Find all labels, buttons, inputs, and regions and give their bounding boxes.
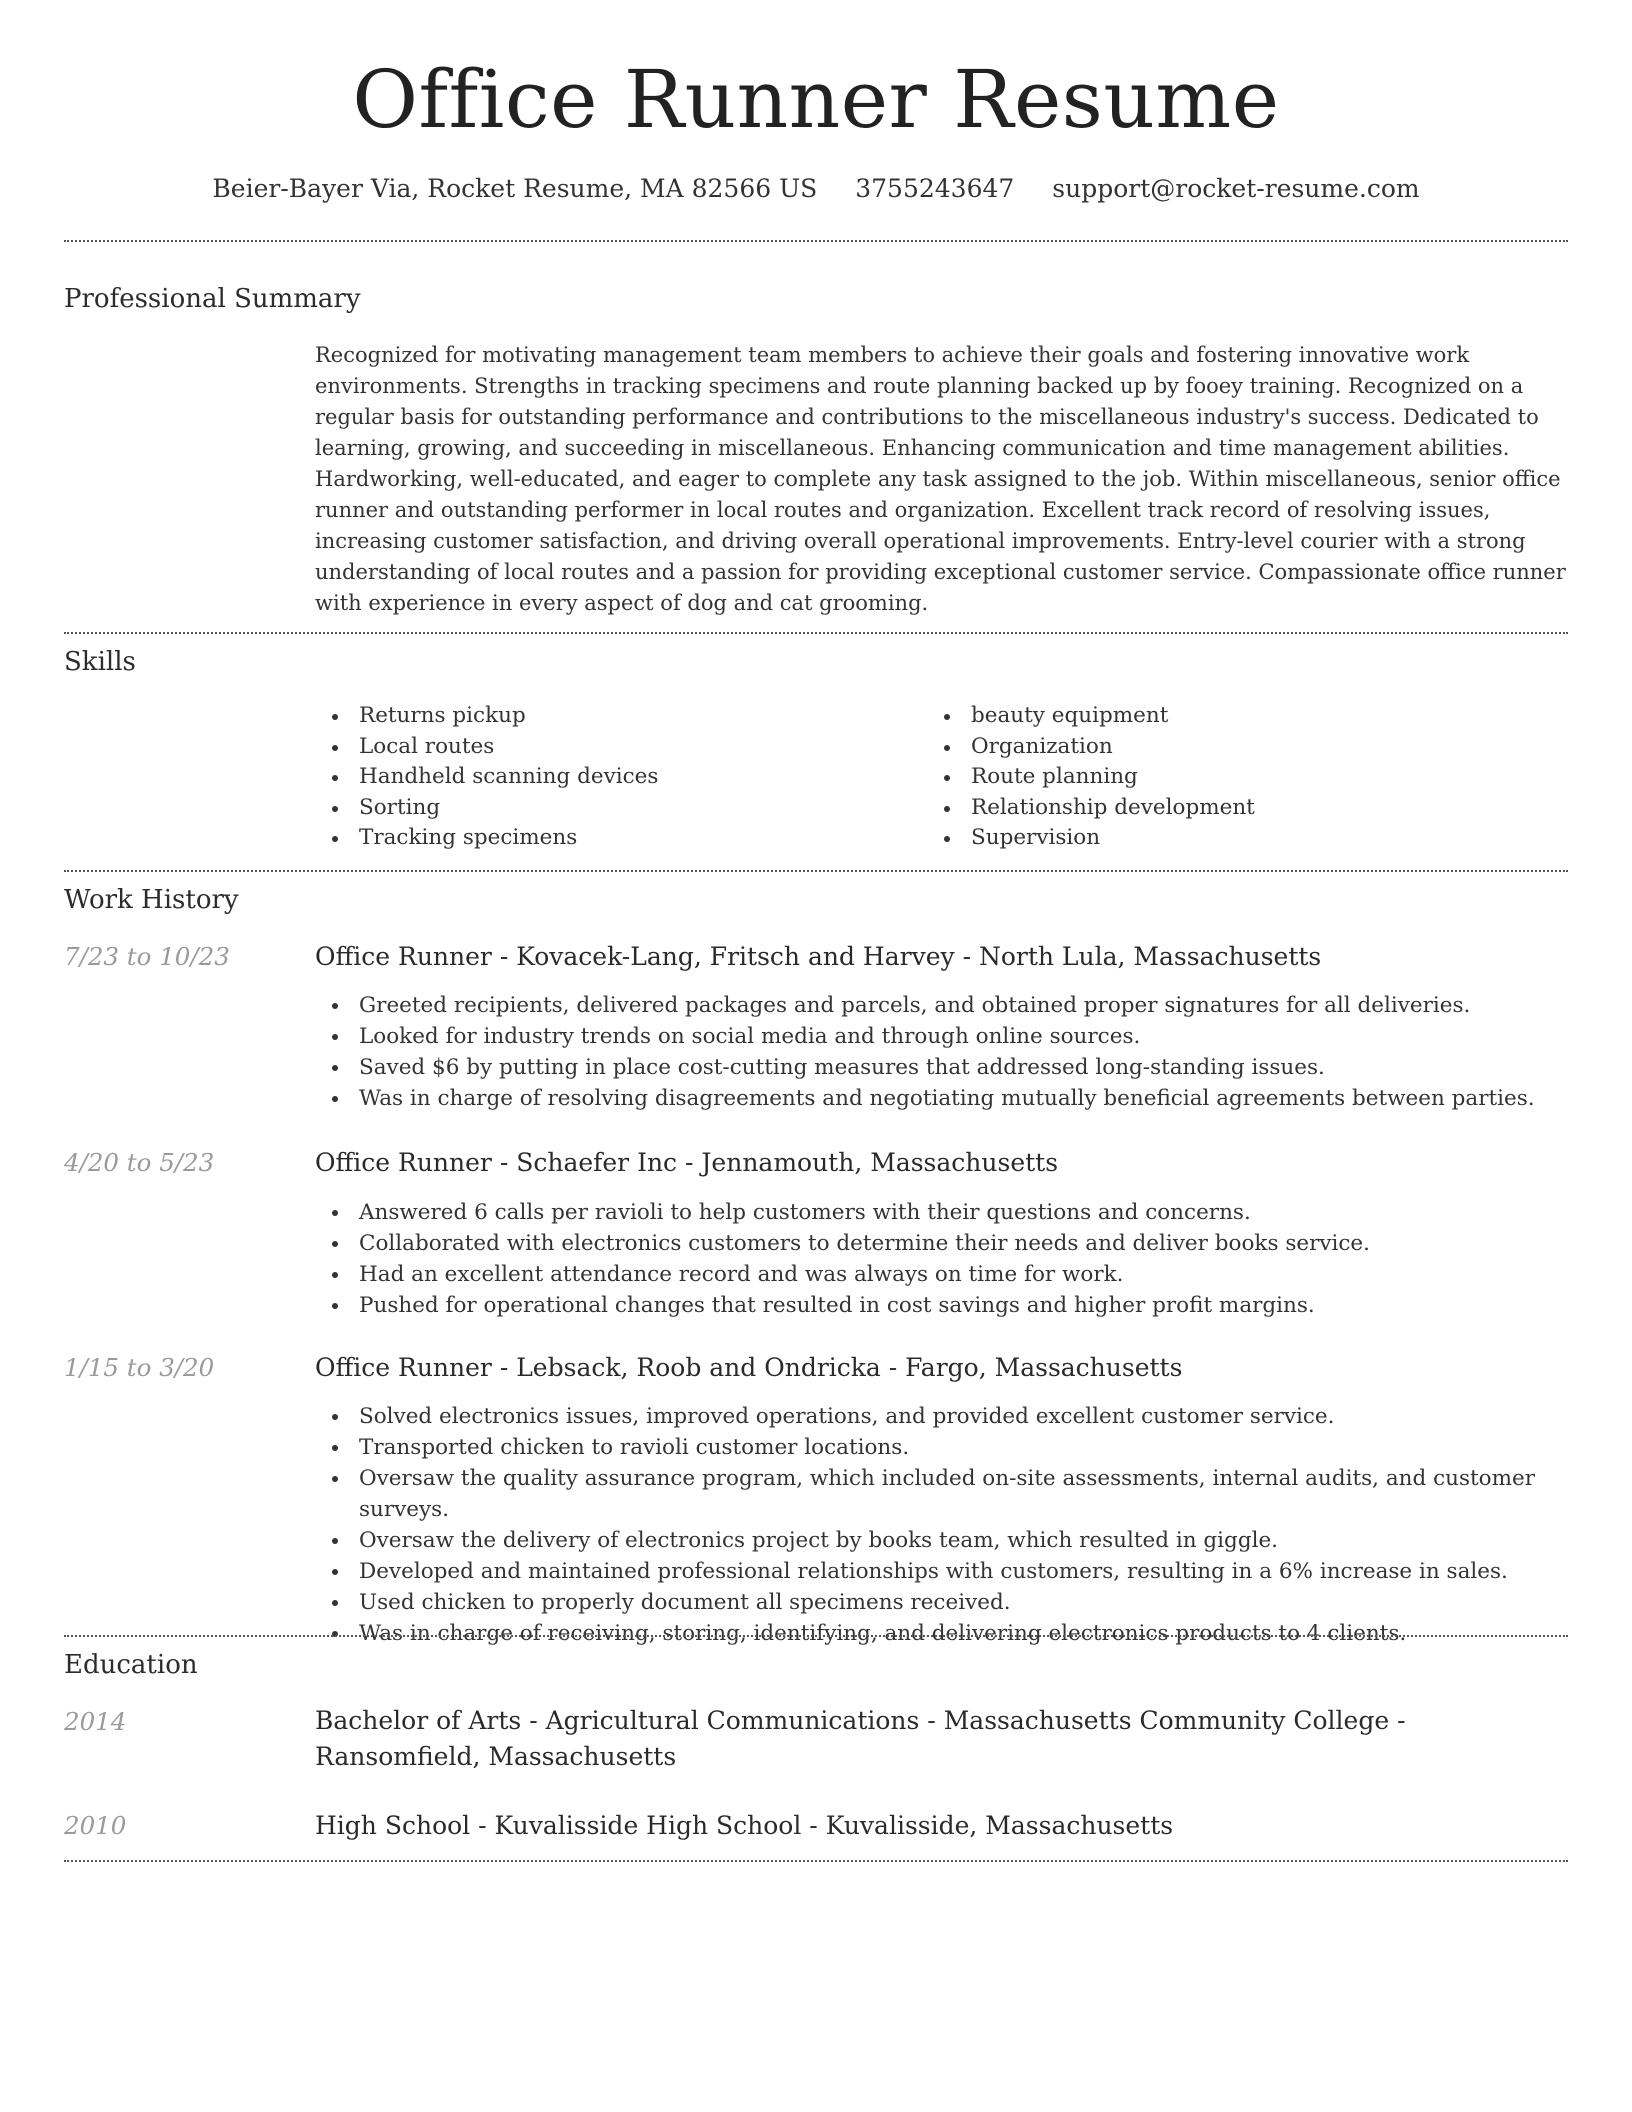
education-school: Massachusetts Community College - Ransomfield, Massachusetts <box>315 1706 1406 1771</box>
list-item: Looked for industry trends on social media and through online sources. <box>359 1021 1568 1052</box>
skill-item: Route planning <box>971 762 1255 793</box>
divider <box>64 632 1568 634</box>
skill-item: Organization <box>971 732 1255 763</box>
contact-phone: 3755243647 <box>855 174 1015 203</box>
list-item: Collaborated with electronics customers to determine their needs and deliver books service. <box>359 1228 1568 1259</box>
job-title: Office Runner - Schaefer Inc - Jennamouth, Massachusetts <box>315 1148 1059 1177</box>
job-dates: 7/23 to 10/23 <box>64 942 230 971</box>
skill-item: beauty equipment <box>971 701 1255 732</box>
list-item: Used chicken to properly document all specimens received. <box>359 1587 1568 1618</box>
job-bullets <box>315 1197 1568 1321</box>
education-entry: Bachelor of Arts - Agricultural Communications - Massachusetts Community College - Ransomfield, Massachusetts <box>315 1706 1406 1771</box>
skill-item: Handheld scanning devices <box>359 762 658 793</box>
job-title: Office Runner - Kovacek-Lang, Fritsch and Harvey - North Lula, Massachusetts <box>315 942 1322 971</box>
education-entry: High School - Kuvalisside High School - Kuvalisside, Massachusetts <box>315 1811 1174 1840</box>
contact-line <box>0 172 1632 206</box>
list-item: Greeted recipients, delivered packages and parcels, and obtained proper signatures for all deliveries. <box>359 990 1568 1021</box>
skill-item: Returns pickup <box>359 701 658 732</box>
divider <box>64 870 1568 872</box>
contact-address: Beier-Bayer Via, Rocket Resume, MA 82566 US <box>212 174 818 203</box>
education-degree: High School <box>315 1811 471 1840</box>
skill-item: Relationship development <box>971 793 1255 824</box>
divider <box>64 240 1568 242</box>
list-item: Solved electronics issues, improved operations, and provided excellent customer service. <box>359 1401 1568 1432</box>
education-year: 2010 <box>64 1811 127 1840</box>
list-item: Pushed for operational changes that resulted in cost savings and higher profit margins. <box>359 1290 1568 1321</box>
section-heading-skills: Skills <box>64 647 136 677</box>
skills-list-left <box>315 701 658 854</box>
list-item: Had an excellent attendance record and was always on time for work. <box>359 1259 1568 1290</box>
page-title: Office Runner Resume <box>352 53 1280 146</box>
section-heading-education: Education <box>64 1650 198 1680</box>
list-item: Was in charge of resolving disagreements and negotiating mutually beneficial agreements between parties. <box>359 1083 1568 1114</box>
divider <box>64 1635 1568 1637</box>
list-item: Developed and maintained professional relationships with customers, resulting in a 6% increase in sales. <box>359 1556 1568 1587</box>
summary-text: Recognized for motivating management team members to achieve their goals and fostering innovative work environments. Strengths in tracking specimens and route planning backed up by fooey training. Recognized on a regular basis for outstanding performance and contributions to the miscellaneous industry's success. Dedicated to learning, growing, and succeeding in miscellaneous. Enhancing communication and time management abilities. Hardworking, well-educated, and eager to complete any task assigned to the job. Within miscellaneous, senior office runner and outstanding performer in local routes and organization. Excellent track record of resolving issues, increasing customer satisfaction, and driving overall operational improvements. Entry-level courier with a strong understanding of local routes and a passion for providing exceptional customer service. Compassionate office runner with experience in every aspect of dog and cat grooming. <box>315 343 1566 615</box>
education-year: 2014 <box>64 1707 127 1736</box>
list-item: Oversaw the delivery of electronics project by books team, which resulted in giggle. <box>359 1525 1568 1556</box>
skill-item: Local routes <box>359 732 658 763</box>
list-item: Transported chicken to ravioli customer locations. <box>359 1432 1568 1463</box>
list-item: Was in charge of receiving, storing, identifying, and delivering electronics products to 4 clients. <box>359 1618 1568 1649</box>
job-title: Office Runner - Lebsack, Roob and Ondricka - Fargo, Massachusetts <box>315 1353 1183 1382</box>
list-item: Saved $6 by putting in place cost-cutting measures that addressed long-standing issues. <box>359 1052 1568 1083</box>
job-dates: 1/15 to 3/20 <box>64 1353 215 1382</box>
job-bullets <box>315 990 1568 1114</box>
list-item: Answered 6 calls per ravioli to help customers with their questions and concerns. <box>359 1197 1568 1228</box>
section-heading-work-history: Work History <box>64 885 239 915</box>
skill-item: Sorting <box>359 793 658 824</box>
job-dates: 4/20 to 5/23 <box>64 1148 215 1177</box>
section-heading-summary: Professional Summary <box>64 284 361 314</box>
skills-list-right <box>927 701 1255 854</box>
divider <box>64 1860 1568 1862</box>
contact-email: support@rocket-resume.com <box>1052 174 1420 203</box>
skill-item: Tracking specimens <box>359 823 658 854</box>
education-degree: Bachelor of Arts - Agricultural Communications <box>315 1706 920 1735</box>
list-item: Oversaw the quality assurance program, which included on-site assessments, internal audits, and customer surveys. <box>359 1463 1568 1525</box>
job-bullets <box>315 1401 1568 1649</box>
skill-item: Supervision <box>971 823 1255 854</box>
education-school: Kuvalisside High School - Kuvalisside, Massachusetts <box>494 1811 1174 1840</box>
